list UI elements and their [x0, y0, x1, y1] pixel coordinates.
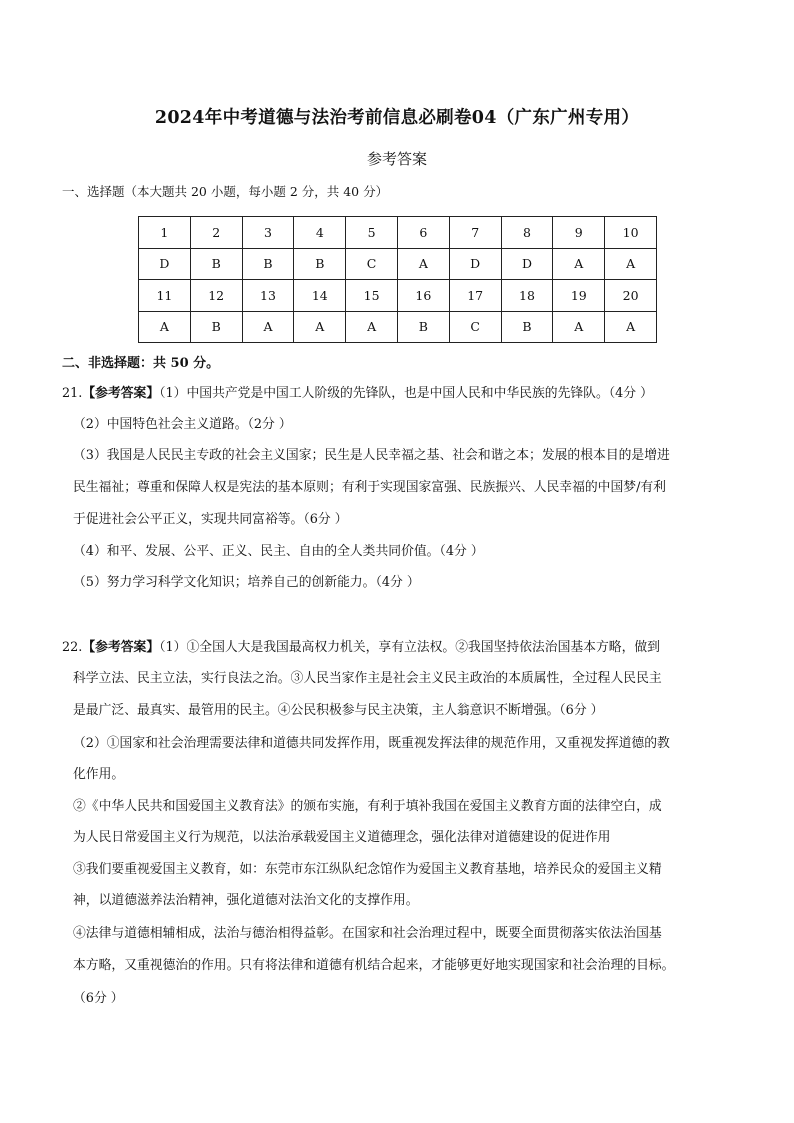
- q21-line-5: 于促进社会公平正义，实现共同富裕等。（6分 ）: [73, 512, 348, 527]
- section1-heading: 一、选择题（本大题共 20 小题，每小题 2 分，共 40 分）: [62, 184, 389, 199]
- answer-cell: A: [605, 248, 657, 280]
- q22-line-11: 本方略，又重视德治的作用。只有将法律和道德有机结合起来，才能够更好地实现国家和社会治理的目标。: [73, 958, 675, 973]
- q21-line-3: （3）我国是人民民主专政的社会主义国家；民生是人民幸福之基、社会和谐之本；发展的根本目的是增进: [73, 448, 670, 463]
- answer-cell: A: [605, 311, 657, 343]
- question-number-cell: 10: [605, 217, 657, 249]
- q22-line-8: ③我们要重视爱国主义教育，如：东莞市东江纵队纪念馆作为爱国主义教育基地，培养民众的爱国主义精: [73, 862, 662, 877]
- question-number-cell: 6: [397, 217, 449, 249]
- answer-cell: D: [139, 248, 191, 280]
- table-row: [139, 248, 657, 280]
- question-number-cell: 12: [190, 280, 242, 312]
- question-number-cell: 9: [553, 217, 605, 249]
- document-subtitle: 参考答案: [366, 150, 427, 168]
- question-number-cell: 3: [242, 217, 294, 249]
- section2-heading: 二、非选择题：共 50 分。: [62, 356, 220, 371]
- q22-line-3: 是最广泛、最真实、最管用的民主。④公民积极参与民主决策，主人翁意识不断增强。（6分 ）: [73, 703, 604, 718]
- answer-cell: C: [346, 248, 398, 280]
- answer-cell: A: [553, 311, 605, 343]
- q21-line-7: （5）努力学习科学文化知识；培养自己的创新能力。（4分 ）: [73, 575, 420, 590]
- answer-cell: B: [294, 248, 346, 280]
- q22-line-4: （2）①国家和社会治理需要法律和道德共同发挥作用，既重视发挥法律的规范作用，又重视发挥道德的教: [73, 736, 670, 751]
- answer-cell: B: [190, 311, 242, 343]
- answer-cell: D: [501, 248, 553, 280]
- q22-line-1: 22.【参考答案】（1）①全国人大是我国最高权力机关，享有立法权。②我国坚持依法治国基本方略，做到: [62, 640, 660, 655]
- answer-cell: A: [242, 311, 294, 343]
- answer-cell: A: [139, 311, 191, 343]
- q22-line-2: 科学立法、民主立法，实行良法之治。③人民当家作主是社会主义民主政治的本质属性，全过程人民民主: [73, 671, 662, 686]
- q22-number: 22.: [62, 640, 83, 655]
- answer-cell: B: [190, 248, 242, 280]
- question-number-cell: 1: [139, 217, 191, 249]
- question-number-cell: 13: [242, 280, 294, 312]
- answer-cell: B: [242, 248, 294, 280]
- answer-cell: A: [294, 311, 346, 343]
- question-number-cell: 8: [501, 217, 553, 249]
- table-row: [139, 311, 657, 343]
- question-number-cell: 11: [139, 280, 191, 312]
- question-number-cell: 5: [346, 217, 398, 249]
- question-number-cell: 20: [605, 280, 657, 312]
- answer-cell: A: [346, 311, 398, 343]
- question-number-cell: 15: [346, 280, 398, 312]
- table-row: [139, 217, 657, 249]
- q21-line-6: （4）和平、发展、公平、正义、民主、自由的全人类共同价值。（4分 ）: [73, 544, 484, 559]
- question-number-cell: 18: [501, 280, 553, 312]
- answer-cell: A: [397, 248, 449, 280]
- q22-answer-tag: 【参考答案】: [82, 640, 160, 655]
- question-number-cell: 16: [397, 280, 449, 312]
- q21-line-1: 21.【参考答案】（1）中国共产党是中国工人阶级的先锋队，也是中国人民和中华民族的先锋队。（4分 ）: [62, 386, 653, 401]
- question-number-cell: 14: [294, 280, 346, 312]
- answer-cell: B: [501, 311, 553, 343]
- q22-line-10: ④法律与道德相辅相成，法治与德治相得益彰。在国家和社会治理过程中，既要全面贯彻落实依法治国基: [73, 926, 662, 941]
- question-number-cell: 4: [294, 217, 346, 249]
- q22-line-12: （6分 ）: [73, 991, 124, 1006]
- answer-cell: C: [449, 311, 501, 343]
- q22-line-6: ②《中华人民共和国爱国主义教育法》的颁布实施，有利于填补我国在爱国主义教育方面的法律空白，成: [73, 799, 662, 814]
- q21-line-4: 民生福祉；尊重和保障人权是宪法的基本原则；有利于实现国家富强、民族振兴、人民幸福的中国梦/有利: [73, 480, 666, 495]
- table-row: [139, 280, 657, 312]
- answer-cell: A: [553, 248, 605, 280]
- answer-table: [138, 216, 657, 343]
- question-number-cell: 19: [553, 280, 605, 312]
- q21-answer-tag: 【参考答案】: [82, 386, 160, 401]
- answer-cell: B: [397, 311, 449, 343]
- q22-line-5: 化作用。: [73, 767, 125, 782]
- q22-line-7: 为人民日常爱国主义行为规范，以法治承载爱国主义道德理念，强化法律对道德建设的促进作用: [73, 830, 611, 845]
- question-number-cell: 2: [190, 217, 242, 249]
- q22-line-9: 神，以道德滋养法治精神，强化道德对法治文化的支撑作用。: [73, 893, 419, 908]
- document-title: 2024年中考道德与法治考前信息必刷卷04（广东广州专用）: [154, 108, 640, 128]
- q21-line-2: （2）中国特色社会主义道路。（2分 ）: [73, 417, 292, 432]
- answer-cell: D: [449, 248, 501, 280]
- q21-number: 21.: [62, 386, 83, 401]
- question-number-cell: 17: [449, 280, 501, 312]
- question-number-cell: 7: [449, 217, 501, 249]
